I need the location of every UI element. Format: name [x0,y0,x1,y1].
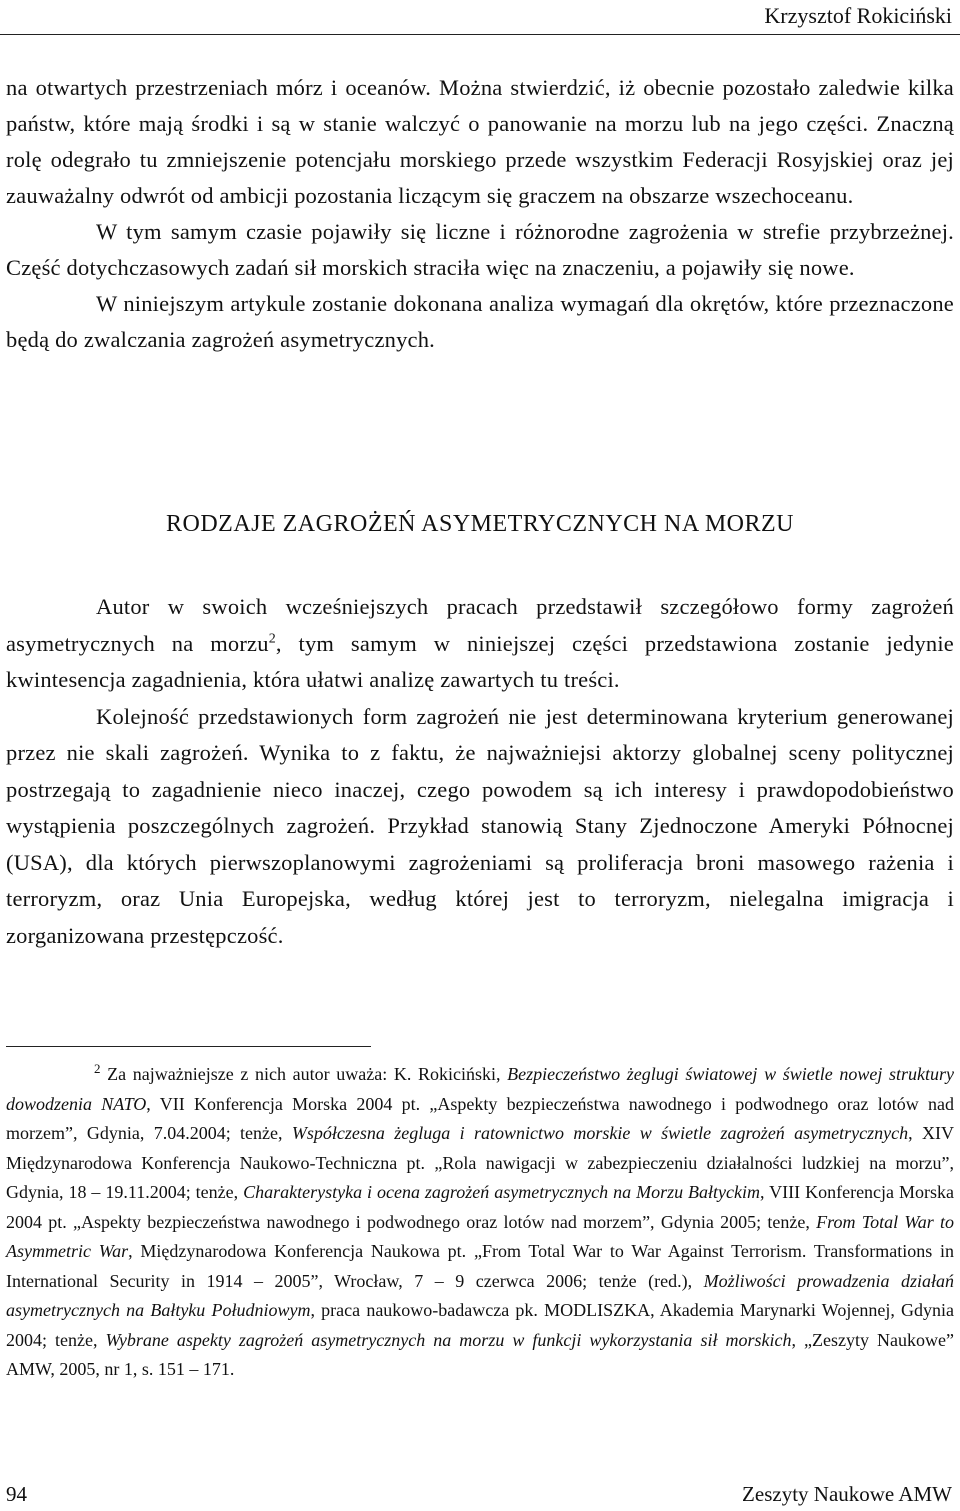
section-paragraph-1 [6,589,954,699]
footnote-text-7: , „Zeszyty Naukowe” AMW, 2005, nr 1, s. 151 – 171. [6,1329,954,1379]
footnote-text-3: , XIV Międzynarodowa Konferencja Naukowo-Techniczna pt. „Rola nawigacji w zabezpieczeniu działalności ludzkiej na morzu”, Gdynia, 18 – 19.11.2004; tenże, [6,1123,954,1202]
footnote-title-3: Charakterystyka i ocena zagrożeń asymetrycznych na Morzu Bałtyckim [243,1182,761,1202]
footnote-text-6: , praca naukowo-badawcza pk. MODLISZKA, Akademia Marynarki Wojennej, Gdynia 2004; tenże, [6,1300,954,1350]
footnote-text-2: , VII Konferencja Morska 2004 pt. „Aspekty bezpieczeństwa nawodnego i podwodnego oraz lotów nad morzem”, Gdynia, 7.04.2004; tenże, [6,1093,954,1143]
section-paragraph-2: Kolejność przedstawionych form zagrożeń nie jest determinowana kryterium generowanej przez nie skali zagrożeń. Wynika to z faktu, że najważniejsi aktorzy globalnej sceny politycznej postrzegają to zagadnienie nieco inaczej, czego powodem są ich interesy i prawdopodobieństwo wystąpienia poszczególnych zagrożeń. Przykład stanowią Stany Zjednoczone Ameryki Północnej (USA), dla których pierwszoplanowymi zagrożeniami są proliferacja broni masowego rażenia i terroryzm, oraz Unia Europejska, według której jest to terroryzm, nielegalna imigracja i zorganizowana przestępczość. [6,703,954,948]
footnote-title-4: From Total War to Asymmetric War [6,1211,954,1261]
footnote-title-6: Wybrane aspekty zagrożeń asymetrycznych na morzu w funkcji wykorzystania sił morskich [105,1329,792,1350]
footnote [6,1060,954,1385]
footnote-divider [6,1046,371,1047]
footnote-title-1: Bezpieczeństwo żeglugi światowej w świetle nowej struktury dowodzenia NATO [6,1064,954,1114]
footnote-text-1: Za najważniejsze z nich autor uważa: K. Rokiciński, [100,1064,508,1084]
footnote-reference: 2 [268,631,276,646]
intro-paragraph-3: W niniejszym artykule zostanie dokonana analiza wymagań dla okrętów, które przeznaczone będą do zwalczania zagrożeń asymetrycznych. [6,291,954,352]
footnote-mark: 2 [94,1061,101,1076]
running-header-author: Krzysztof Rokiciński [764,3,952,28]
header-divider [0,34,960,35]
intro-text [6,70,954,358]
section-heading: RODZAJE ZAGROŻEŃ ASYMETRYCZNYCH NA MORZU [165,511,795,537]
section-paragraph-1-end: , tym samym w niniejszej części przedstawiona zostanie jedynie kwintesencja zagadnienia, która ułatwi analizę zawartych tu treści. [6,630,954,692]
section-text [6,589,954,954]
section-paragraph-1-start: Autor w swoich wcześniejszych pracach przedstawił szczegółowo formy zagrożeń asymetrycznych na morzu [6,594,954,656]
footnote-title-5: Możliwości prowadzenia działań asymetrycznych na Bałtyku Południowym [6,1270,954,1320]
page-number: 94 [6,1482,27,1506]
footnote-text-5: , Międzynarodowa Konferencja Naukowa pt. „From Total War to War Against Terrorism. Transformations in International Security in 1914 – 2005”, Wrocław, 7 – 9 czerwca 2006; tenże (red.), [6,1241,954,1291]
intro-paragraph-1: na otwartych przestrzeniach mórz i oceanów. Można stwierdzić, iż obecnie pozostało zaledwie kilka państw, które mają środki i są w stanie walczyć o panowanie na morzu lub na jego części. Znaczną rolę odegrało tu zmniejszenie potencjału morskiego przede wszystkim Federacji Rosyjskiej oraz jej zauważalny odwrót od ambicji pozostania liczącym się graczem na obszarze wszechoceanu. [6,75,954,208]
footnote-text-4: , VIII Konferencja Morska 2004 pt. „Aspekty bezpieczeństwa nawodnego i podwodnego oraz lotów nad morzem”, Gdynia 2005; tenże, [6,1182,954,1232]
journal-name: Zeszyty Naukowe AMW [742,1482,952,1506]
intro-paragraph-2: W tym samym czasie pojawiły się liczne i różnorodne zagrożenia w strefie przybrzeżnej. Część dotychczasowych zadań sił morskich straciła więc na znaczeniu, a pojawiły się nowe. [6,219,954,280]
footnote-title-2: Współczesna żegluga i ratownictwo morskie w świetle zagrożeń asymetrycznych [291,1123,909,1143]
